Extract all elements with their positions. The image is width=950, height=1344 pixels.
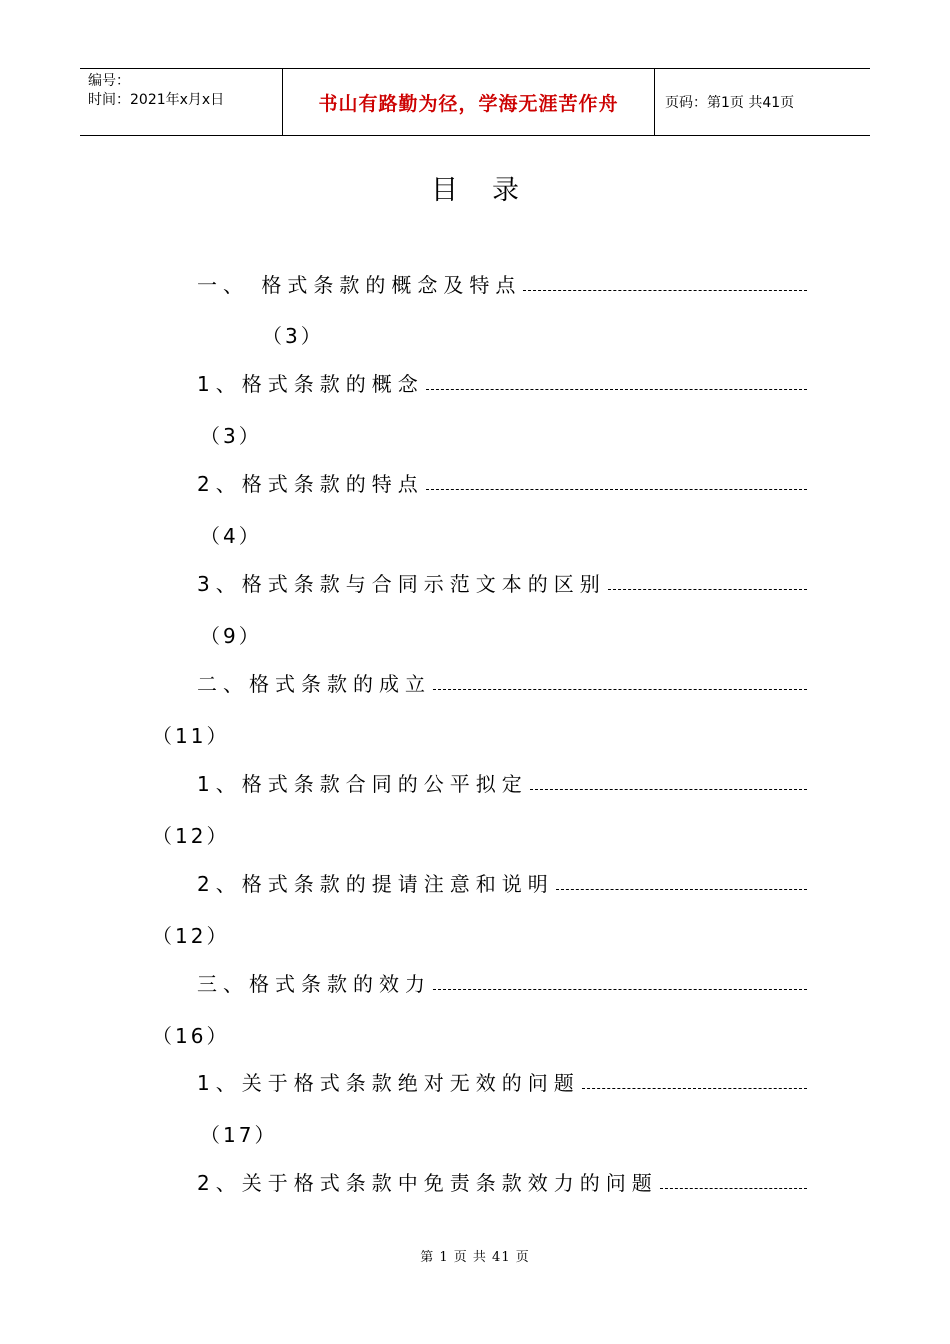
toc-entry-label: 二、格式条款的成立: [197, 672, 431, 696]
toc-entry-page: （11）: [152, 724, 230, 748]
toc-leader: [426, 489, 807, 490]
toc-leader: [660, 1188, 807, 1189]
toc-entry-label: 2、格式条款的提请注意和说明: [197, 872, 554, 896]
toc-entry-page: （17）: [200, 1123, 278, 1147]
page-footer: 第 1 页 共 41 页: [420, 1250, 530, 1265]
time-label: 时间：2021年x月x日: [88, 92, 225, 108]
toc-entry[interactable]: [197, 667, 807, 697]
toc-entry-label: 3、格式条款与合同示范文本的区别: [197, 572, 606, 596]
header-motto: 书山有路勤为径，学海无涯苦作舟: [282, 69, 655, 135]
toc-leader: [530, 789, 807, 790]
toc-leader: [433, 689, 807, 690]
header-meta: [80, 69, 282, 135]
page-title: 目录: [431, 175, 553, 206]
toc-entry[interactable]: [197, 967, 807, 997]
toc-leader: [556, 889, 807, 890]
toc-entry-label: 一、 格式条款的概念及特点: [197, 273, 522, 297]
toc-entry[interactable]: [197, 867, 807, 897]
toc-entry-label: 2、关于格式条款中免责条款效力的问题: [197, 1171, 658, 1195]
toc-entry-page: （12）: [152, 824, 230, 848]
toc-leader: [582, 1088, 807, 1089]
toc-entry-label: 三、格式条款的效力: [197, 972, 431, 996]
header-page-info: 页码：第1页 共41页: [665, 95, 795, 111]
toc-entry[interactable]: [197, 367, 807, 397]
toc-entry-page: （12）: [152, 924, 230, 948]
toc-entry-page: （9）: [200, 624, 262, 648]
toc-entry-page: （3）: [262, 324, 324, 348]
toc-entry-label: 1、格式条款的概念: [197, 372, 424, 396]
number-label: 编号：: [88, 73, 130, 89]
toc-entry-page: （16）: [152, 1024, 230, 1048]
toc-entry[interactable]: [197, 767, 807, 797]
toc-leader: [426, 389, 807, 390]
toc-entry[interactable]: [197, 1166, 807, 1196]
toc-leader: [433, 989, 807, 990]
toc-entry[interactable]: [197, 1066, 807, 1096]
toc-entry-page: （3）: [200, 424, 262, 448]
toc-leader: [523, 290, 807, 291]
toc-entry-label: 1、关于格式条款绝对无效的问题: [197, 1071, 580, 1095]
toc-entry-page: （4）: [200, 524, 262, 548]
toc-entry[interactable]: [197, 567, 807, 597]
toc-entry[interactable]: [197, 268, 807, 298]
document-header: [80, 68, 870, 136]
toc-entry-label: 2、格式条款的特点: [197, 472, 424, 496]
toc-entry-label: 1、格式条款合同的公平拟定: [197, 772, 528, 796]
toc-entry[interactable]: [197, 467, 807, 497]
toc-leader: [608, 589, 807, 590]
